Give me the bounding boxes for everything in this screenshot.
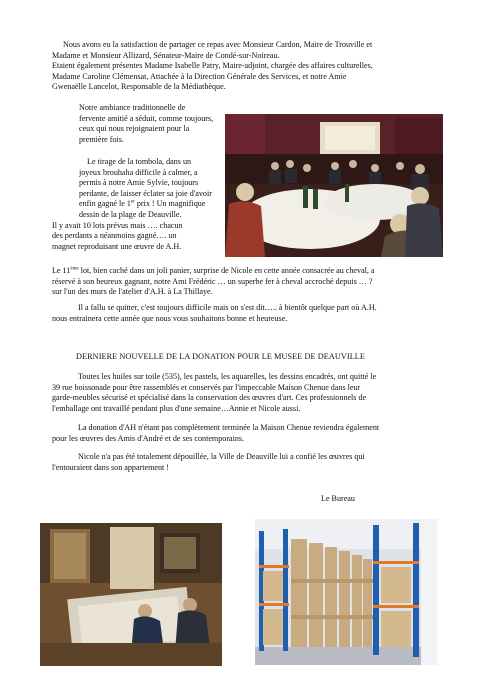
- text-line: Madame et Monsieur Allizard, Sénateur-Maire de Condé-sur-Noireau.: [52, 50, 280, 60]
- text-line: Le tirage de la tombola, dans un: [87, 157, 192, 166]
- text-line: permis à notre Amie Sylvie, toujours: [79, 178, 199, 188]
- text-line: magnet reproduisant une œuvre de A.H.: [52, 241, 182, 251]
- text-line: Toutes les huiles sur toile (535), les pastels, les aquarelles, les dessins encadrés, ont quitté le: [78, 372, 377, 381]
- text-line: Madame Caroline Clémensat, Attachée à la Direction Générale des Services, et notre Amie: [52, 71, 347, 81]
- paragraph-farewell: [52, 303, 444, 324]
- text-line: Il a fallu se quitter, c'est toujours difficile mais on s'est dit….. à bientôt quelque part où A.H.: [78, 303, 377, 312]
- text-line: garde-meubles sécurisé et spécialisé dans la conservation des œuvres d'art. Ces professionnels de: [52, 393, 367, 403]
- text-line: Etaient également présentes Madame Isabelle Patry, Maire-adjoint, chargée des affaires culturelles,: [52, 61, 373, 71]
- text-line: première fois.: [79, 134, 124, 144]
- text-fragment: prix ! Un magnifique: [134, 199, 206, 209]
- packing-photo: [40, 523, 222, 666]
- text-line: l'emballage ont travaillé pendant plus d'une semaine…Annie et Nicole aussi.: [52, 403, 301, 413]
- text-line: des perdants a néanmoins gagné…. un: [52, 231, 177, 241]
- text-line: Notre ambiance traditionnelle de: [79, 103, 186, 112]
- superscript: ème: [70, 266, 79, 272]
- text-line: pour les œuvres des Amis d'André et de ses contemporains.: [52, 433, 245, 443]
- paragraph-guests: [52, 40, 444, 93]
- text-line: fervente amitié a séduit, comme toujours,: [79, 113, 214, 123]
- text-line: Nicole n'a pas été totalement dépouillée, la Ville de Deauville lui a confié les œuvres qui: [78, 452, 365, 461]
- text-fragment: Le 11: [52, 266, 71, 275]
- text-line: ceux qui nous rejoignaient pour la: [79, 124, 190, 134]
- paragraph-chenue: [52, 423, 444, 444]
- text-line: joyeux brouhaha difficile à calmer, a: [79, 167, 198, 177]
- text-line: sur l'un des murs de l'atelier d'A.H. à La Thillaye.: [52, 287, 213, 297]
- text-line: l'entouraient dans son appartement !: [52, 462, 169, 472]
- superscript: er: [130, 199, 135, 205]
- text-fragment: lot, bien caché dans un joli panier, surprise de Nicole en cette année consacrée au cheval, a: [78, 266, 375, 275]
- text-line: La donation d'AH n'étant pas complètement terminée la Maison Chenue reviendra également: [78, 423, 380, 432]
- paragraph-tombola-cont: [52, 266, 444, 298]
- text-line: 39 rue boissonade pour être rassemblés et conservés par l'impeccable Maison Chenue dans leur: [52, 382, 361, 392]
- text-line: [52, 266, 444, 277]
- text-line: perdante, de laisser éclater sa joie d'avoir: [79, 188, 212, 198]
- signature: Le Bureau: [321, 494, 355, 503]
- text-line: Nous avons eu la satisfaction de partager ce repas avec Monsieur Cardon, Maire de Trouville et: [63, 40, 373, 49]
- section-heading: DERNIERE NOUVELLE DE LA DONATION POUR LE MUSEE DE DEAUVILLE: [76, 352, 366, 361]
- paragraph-ambiance: [79, 103, 215, 145]
- text-line: Gwenaëlle Lancelot, Responsable de la Médiathèque.: [52, 82, 226, 92]
- paragraph-tombola: [52, 157, 215, 252]
- storage-photo: [255, 519, 437, 665]
- text-line: réservé à son heureux gagnant, notre Ami Frédéric … un superbe fer à cheval accroché depuis … ?: [52, 276, 373, 286]
- text-fragment: enfin gagné le 1: [79, 199, 131, 209]
- paragraph-nicole: [52, 452, 444, 473]
- text-line: dessin de la plage de Deauville.: [79, 209, 182, 219]
- text-line: [79, 199, 215, 210]
- paragraph-donation: [52, 372, 444, 414]
- text-line: Il y avait 10 lots prévus mais …. chacun: [52, 220, 183, 230]
- text-line: nous entrainera cette année que nous vous souhaitons bonne et heureuse.: [52, 313, 288, 323]
- banquet-photo: [225, 114, 443, 257]
